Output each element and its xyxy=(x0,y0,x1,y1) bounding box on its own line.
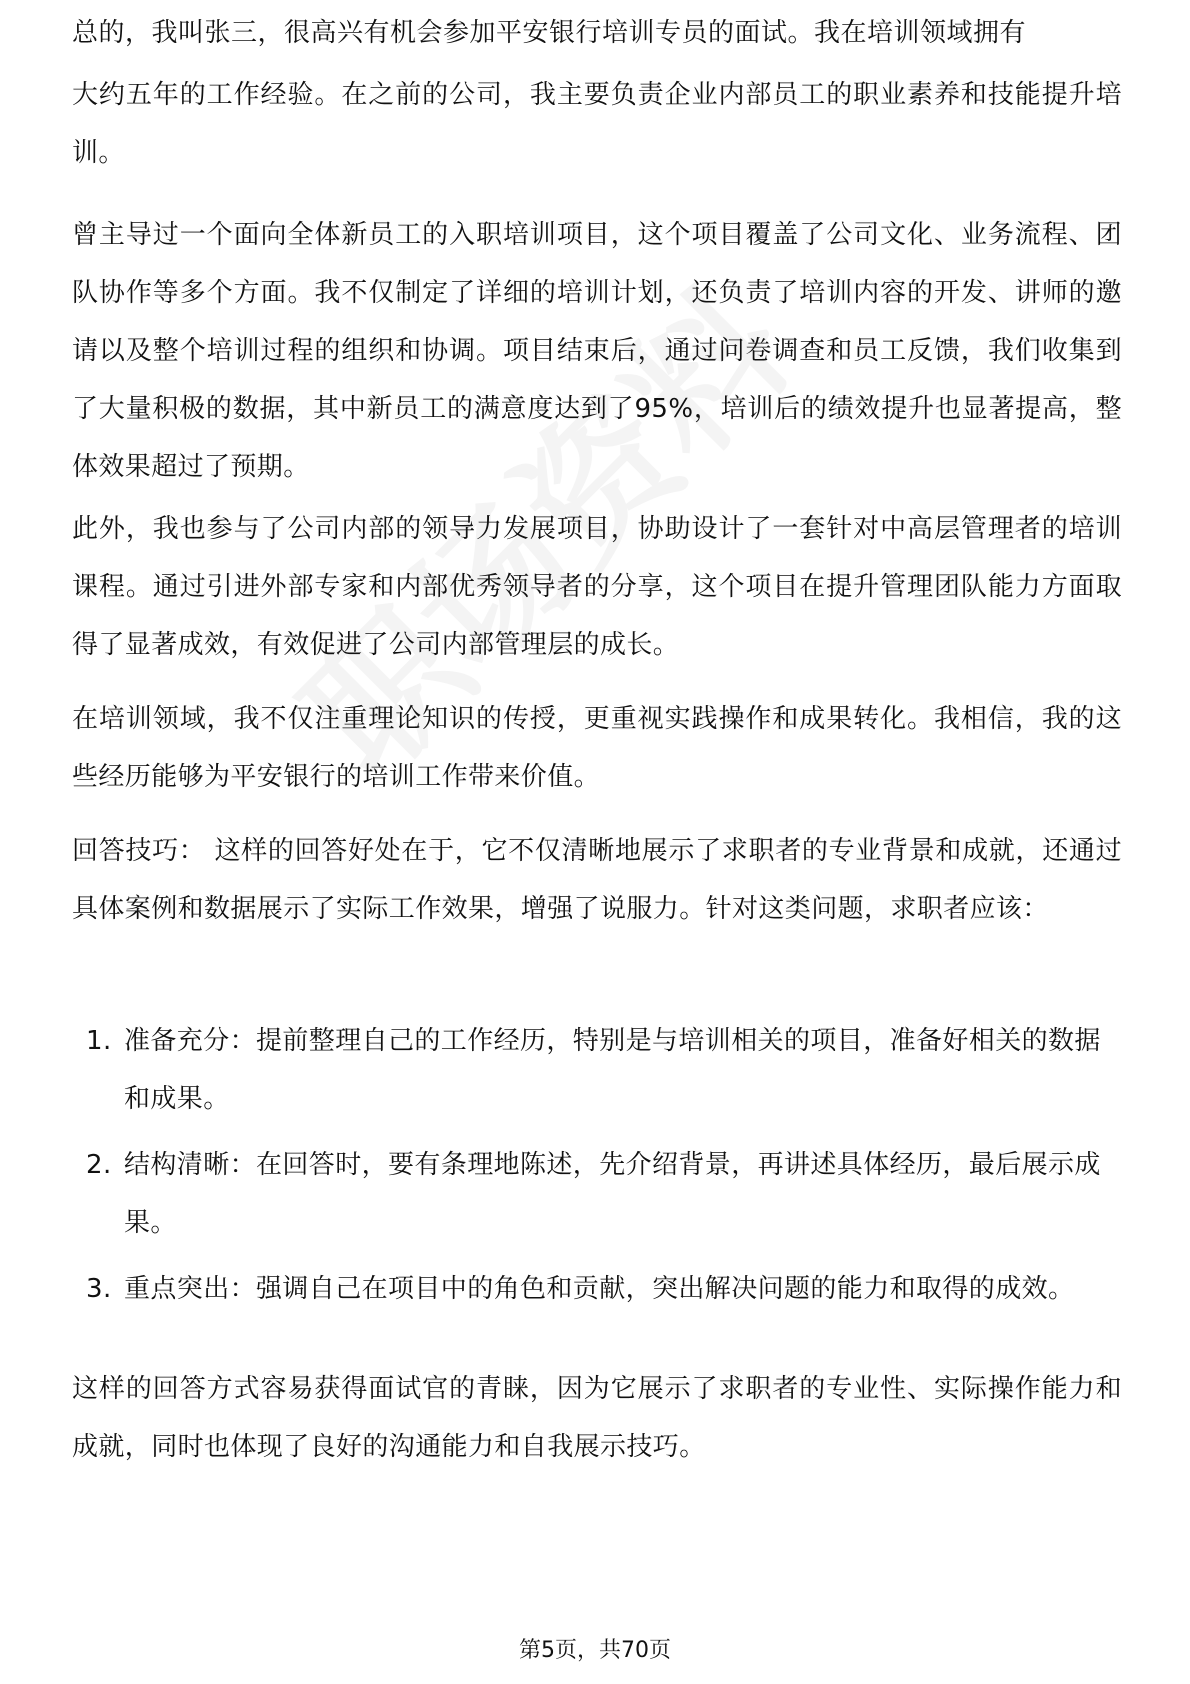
paragraph-leadership-project: 此外，我也参与了公司内部的领导力发展项目，协助设计了一套针对中高层管理者的培训课程。通过引进外部专家和内部优秀领导者的分享，这个项目在提升管理团队能力方面取得了显著成效，有效促进了公司内部管理层的成长。 xyxy=(72,514,1122,660)
paragraph-answer-tips: 回答技巧： 这样的回答好处在于，它不仅清晰地展示了求职者的专业背景和成就，还通过具体案例和数据展示了实际工作效果，增强了说服力。针对这类问题，求职者应该： xyxy=(72,836,1122,924)
list-item-text: 结构清晰：在回答时，要有条理地陈述，先介绍背景，再讲述具体经历，最后展示成果。 xyxy=(124,1150,1101,1238)
cutoff-text: 总的，我叫张三，很高兴有机会参加平安银行培训专员的面试。我在培训领域拥有 xyxy=(72,18,1027,48)
list-item-text: 重点突出：强调自己在项目中的角色和贡献，突出解决问题的能力和取得的成效。 xyxy=(124,1274,1075,1304)
list-item-text: 准备充分：提前整理自己的工作经历，特别是与培训相关的项目，准备好相关的数据和成果。 xyxy=(124,1026,1101,1114)
list-item-number: 2. xyxy=(86,1150,112,1180)
list-item-number: 3. xyxy=(86,1274,112,1304)
list-item xyxy=(72,1012,1122,1128)
cutoff-text-line xyxy=(72,18,1118,62)
list-item xyxy=(72,1260,1122,1318)
tips-list xyxy=(72,1012,1122,1326)
list-item xyxy=(72,1136,1122,1252)
paragraph-onboarding-project: 曾主导过一个面向全体新员工的入职培训项目，这个项目覆盖了公司文化、业务流程、团队协作等多个方面。我不仅制定了详细的培训计划，还负责了培训内容的开发、讲师的邀请以及整个培训过程的组织和协调。项目结束后，通过问卷调查和员工反馈，我们收集到了大量积极的数据，其中新员工的满意度达到了95%，培训后的绩效提升也显著提高，整体效果超过了预期。 xyxy=(72,220,1122,482)
page-number-footer: 第5页，共70页 xyxy=(519,1638,671,1663)
list-item-number: 1. xyxy=(86,1026,112,1056)
paragraph-closing: 这样的回答方式容易获得面试官的青睐，因为它展示了求职者的专业性、实际操作能力和成就，同时也体现了良好的沟通能力和自我展示技巧。 xyxy=(72,1374,1122,1462)
paragraph-experience: 大约五年的工作经验。在之前的公司，我主要负责企业内部员工的职业素养和技能提升培训。 xyxy=(72,80,1122,168)
paragraph-training-philosophy: 在培训领域，我不仅注重理论知识的传授，更重视实践操作和成果转化。我相信，我的这些经历能够为平安银行的培训工作带来价值。 xyxy=(72,704,1122,792)
